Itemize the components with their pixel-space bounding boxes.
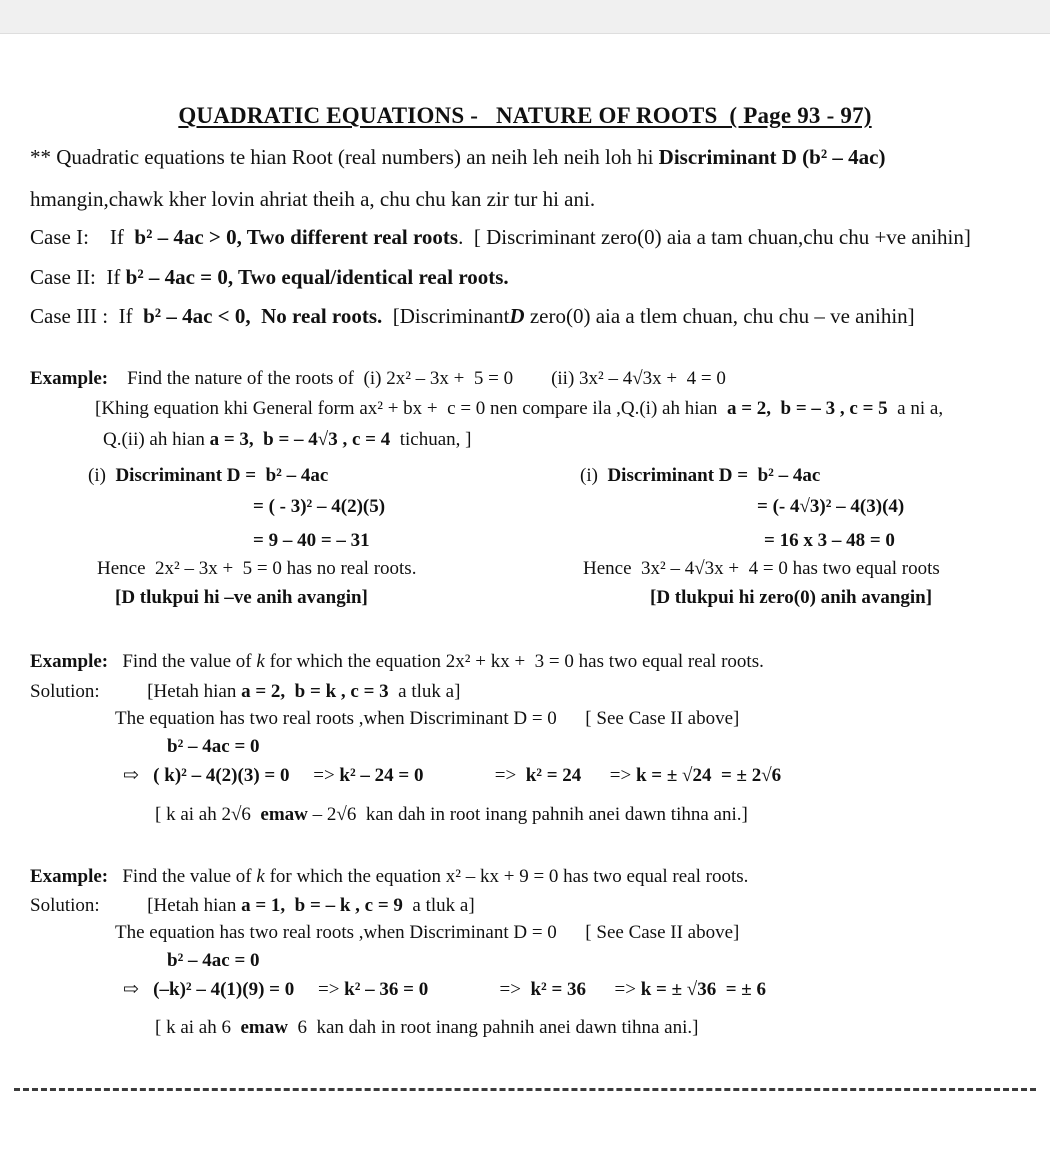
text-segment: Discriminant D (b² – 4ac) [658, 145, 886, 169]
text-segment: ** Quadratic equations te hian Root (real numbers) an neih leh neih loh hi [30, 145, 659, 169]
text-segment: a tluk a] [388, 681, 461, 702]
example1-left-reason [115, 586, 368, 610]
text-segment: Hence 2x² – 3x + 5 = 0 has no real roots. [97, 558, 417, 579]
text-segment: b² – 4ac > 0, Two different real roots [134, 225, 459, 249]
example1-left-conclusion [97, 557, 416, 581]
example2-condition-line [115, 707, 739, 731]
text-segment: => [289, 765, 340, 786]
example1-left-discriminant-label [88, 464, 328, 488]
example1-right-conclusion [583, 557, 940, 581]
text-segment: [D tlukpui hi –ve anih avangin] [115, 587, 368, 608]
text-segment: => [581, 765, 636, 786]
example1-right-reason [650, 586, 932, 610]
text-segment: a = 3, b = – 4√3 , c = 4 [209, 429, 391, 450]
intro-line-2 [30, 186, 595, 212]
text-segment: (i) [580, 465, 608, 486]
text-segment: Discriminant D = b² – 4ac [607, 465, 821, 486]
text-segment: b² – 4ac = 0, Two equal/identical real roots. [125, 265, 509, 289]
text-segment: => [428, 979, 531, 1000]
example1-left-step-1 [253, 495, 385, 519]
example3-condition-line [115, 921, 739, 945]
text-segment: The equation has two real roots ,when Discriminant D = 0 [ See Case II above] [115, 708, 740, 729]
text-segment: [Discriminant [382, 304, 510, 328]
text-segment: The equation has two real roots ,when Discriminant D = 0 [ See Case II above] [115, 922, 740, 943]
text-segment: k [256, 866, 265, 887]
text-segment: Case III : If [30, 304, 144, 328]
text-segment: tichuan, ] [390, 429, 472, 450]
text-segment: Find the value of [108, 651, 257, 672]
example1-right-step-1 [757, 495, 904, 519]
example2-note-line [155, 803, 748, 827]
text-segment: = 9 – 40 = – 31 [253, 530, 370, 551]
text-segment: Solution: [Hetah hian [30, 681, 242, 702]
text-segment: [Khing equation khi General form ax² + bx + c = 0 nen compare ila ,Q.(i) ah hian [95, 398, 727, 419]
text-segment: emaw [260, 804, 308, 825]
page-title [0, 103, 1050, 129]
text-segment: hmangin,chawk kher lovin ahriat theih a, chu chu kan zir tur hi ani. [30, 187, 596, 211]
text-segment: b² – 4ac < 0, No real roots. [143, 304, 383, 328]
text-segment: a = 1, b = – k , c = 9 [241, 895, 403, 916]
text-segment: b² – 4ac = 0 [167, 950, 260, 971]
page-title-text: QUADRATIC EQUATIONS - NATURE OF ROOTS ( Page 93 - 97) [178, 103, 872, 128]
example2-equation-line [167, 735, 260, 759]
case-i-line [30, 224, 971, 250]
text-segment: [ k ai ah 6 [155, 1017, 241, 1038]
text-segment: b² – 4ac = 0 [167, 736, 260, 757]
text-segment: Find the value of [108, 866, 257, 887]
text-segment: k² = 36 [530, 979, 587, 1000]
example3-work-line [123, 978, 766, 1002]
text-segment: => [294, 979, 345, 1000]
example1-note-1 [95, 397, 943, 421]
text-segment: ⇨ [123, 979, 154, 1000]
text-segment: Case II: If [30, 265, 126, 289]
text-segment: => [586, 979, 641, 1000]
text-segment: ⇨ [123, 765, 154, 786]
text-segment: . [ Discriminant zero(0) aia a tam chuan,chu chu +ve anihin] [458, 225, 971, 249]
text-segment: k = ± √24 = ± 2√6 [635, 765, 782, 786]
text-segment: k² – 24 = 0 [339, 765, 424, 786]
text-segment: k² = 24 [525, 765, 582, 786]
example1-note-2 [103, 428, 472, 452]
text-segment: Hence 3x² – 4√3x + 4 = 0 has two equal roots [583, 558, 940, 579]
text-segment: (–k)² – 4(1)(9) = 0 [153, 979, 295, 1000]
text-segment: k = ± √36 = ± 6 [640, 979, 766, 1000]
text-segment: Case I: If [30, 225, 135, 249]
text-segment: [D tlukpui hi zero(0) anih avangin] [650, 587, 933, 608]
text-segment: a = 2, b = – 3 , c = 5 [726, 398, 888, 419]
example3-equation-line [167, 949, 260, 973]
text-segment: k² – 36 = 0 [344, 979, 429, 1000]
dashed-divider [14, 1088, 1036, 1091]
text-segment: Discriminant D = b² – 4ac [115, 465, 329, 486]
example2-solution-line [30, 680, 460, 704]
text-segment: emaw [240, 1017, 288, 1038]
example2-heading [30, 650, 764, 674]
text-segment: Find the nature of the roots of (i) 2x² – 3x + 5 = 0 (ii) 3x² – 4√3x + 4 = 0 [108, 368, 726, 389]
text-segment: zero(0) aia a tlem chuan, chu chu – ve anihin] [529, 304, 915, 328]
text-segment: Example: [30, 368, 109, 389]
text-segment: = ( - 3)² – 4(2)(5) [253, 496, 386, 517]
text-segment: k [256, 651, 265, 672]
text-segment: a ni a, [887, 398, 944, 419]
example1-right-discriminant-label [580, 464, 820, 488]
top-band [0, 0, 1050, 34]
text-segment: Example: [30, 651, 109, 672]
text-segment: ( k)² – 4(2)(3) = 0 [153, 765, 290, 786]
text-segment: a tluk a] [402, 895, 475, 916]
text-segment: – 2√6 kan dah in root inang pahnih anei dawn tihna ani.] [307, 804, 748, 825]
text-segment: = 16 x 3 – 48 = 0 [764, 530, 895, 551]
case-ii-line [30, 264, 509, 290]
text-segment: Q.(ii) ah hian [103, 429, 210, 450]
example3-note-line [155, 1016, 698, 1040]
example3-heading [30, 865, 748, 889]
text-segment: 6 kan dah in root inang pahnih anei dawn tihna ani.] [287, 1017, 699, 1038]
text-segment: (i) [88, 465, 116, 486]
text-segment: = (- 4√3)² – 4(3)(4) [757, 496, 905, 517]
text-segment: [ k ai ah 2√6 [155, 804, 261, 825]
text-segment: a = 2, b = k , c = 3 [241, 681, 389, 702]
example3-solution-line [30, 894, 475, 918]
text-segment: D [509, 304, 530, 328]
example1-heading [30, 367, 726, 391]
text-segment: Solution: [Hetah hian [30, 895, 242, 916]
text-segment: for which the equation x² – kx + 9 = 0 has two equal real roots. [264, 866, 749, 887]
text-segment: => [423, 765, 526, 786]
intro-line-1 [30, 144, 885, 170]
text-segment: for which the equation 2x² + kx + 3 = 0 has two equal real roots. [264, 651, 764, 672]
example1-right-step-2 [764, 529, 895, 553]
case-iii-line [30, 303, 915, 329]
example2-work-line [123, 764, 781, 788]
text-segment: Example: [30, 866, 109, 887]
example1-left-step-2 [253, 529, 370, 553]
